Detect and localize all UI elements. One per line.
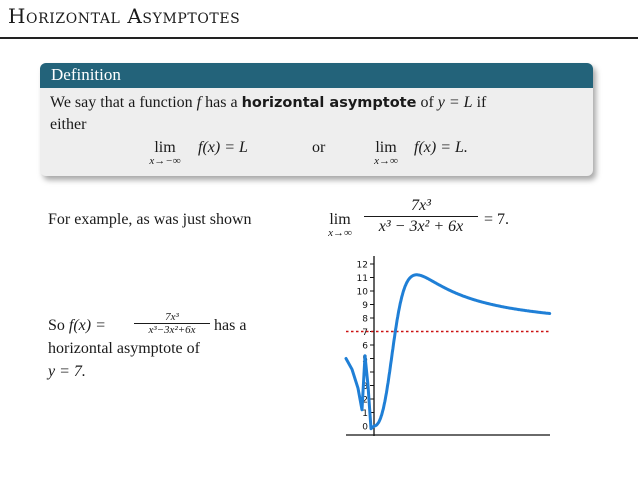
lim-sub-2: x→∞ bbox=[374, 155, 398, 167]
y-tick-label: 7 bbox=[362, 328, 368, 338]
so-fraction bbox=[134, 311, 210, 336]
example-denominator: x³ − 3x² + 6x bbox=[378, 218, 464, 236]
so-numerator: 7x³ bbox=[165, 311, 179, 323]
def-text-c: of bbox=[416, 94, 438, 111]
def-bold-term: horizontal asymptote bbox=[241, 95, 417, 111]
so-denominator: x³−3x²+6x bbox=[148, 324, 196, 336]
function-curve bbox=[346, 275, 550, 429]
lim-expr-2: f(x) = L. bbox=[414, 139, 468, 156]
or-word: or bbox=[312, 139, 326, 156]
def-eq: y = L bbox=[437, 94, 473, 111]
so-line-1-right: has a bbox=[214, 317, 247, 334]
def-f: f bbox=[196, 94, 202, 111]
y-tick-label: 12 bbox=[356, 260, 368, 271]
example-lim-word: lim bbox=[329, 211, 351, 228]
y-tick-label: 3 bbox=[362, 382, 368, 392]
lim-word-1: lim bbox=[154, 139, 176, 156]
y-tick-label: 5 bbox=[362, 355, 368, 365]
y-tick-label: 10 bbox=[356, 287, 368, 298]
definition-box bbox=[40, 63, 593, 176]
y-tick-label: 11 bbox=[356, 274, 368, 284]
example-result: = 7. bbox=[484, 211, 510, 228]
asymptote-graph bbox=[338, 252, 558, 448]
y-axis-ticks bbox=[357, 261, 374, 433]
y-tick-label: 9 bbox=[362, 301, 368, 311]
so-fx: f(x) = bbox=[68, 317, 106, 334]
page-title: Horizontal Asymptotes bbox=[8, 4, 241, 28]
example-numerator: 7x³ bbox=[411, 197, 431, 214]
so-line-2: horizontal asymptote of bbox=[48, 340, 200, 357]
limit-neg-inf bbox=[140, 139, 190, 167]
so-word: So bbox=[48, 317, 69, 334]
definition-line-1 bbox=[50, 94, 486, 112]
so-line-1-left bbox=[48, 317, 106, 335]
definition-header-label: Definition bbox=[51, 65, 121, 84]
so-line-3: y = 7. bbox=[48, 363, 86, 380]
y-tick-label: 2 bbox=[362, 395, 368, 406]
y-tick-label: 0 bbox=[362, 422, 368, 433]
lim-sub-1: x→−∞ bbox=[149, 155, 181, 167]
example-limit bbox=[318, 211, 362, 239]
y-tick-label: 8 bbox=[362, 314, 368, 325]
definition-header bbox=[40, 63, 593, 88]
y-tick-label: 4 bbox=[362, 368, 368, 379]
def-text-b: has a bbox=[201, 94, 242, 111]
example-lim-sub: x→∞ bbox=[328, 227, 352, 239]
y-tick-label: 1 bbox=[362, 409, 368, 419]
def-text-d: if bbox=[472, 94, 487, 111]
limit-pos-inf bbox=[366, 139, 406, 167]
example-fraction-bar bbox=[364, 216, 478, 217]
def-text-a: We say that a function bbox=[50, 94, 197, 111]
title-underline bbox=[0, 37, 638, 39]
example-text: For example, as was just shown bbox=[48, 211, 252, 228]
lim-word-2: lim bbox=[375, 139, 397, 156]
example-fraction bbox=[364, 197, 478, 236]
lim-expr-1: f(x) = L bbox=[198, 139, 248, 156]
y-tick-label: 6 bbox=[362, 341, 368, 352]
definition-line-2: either bbox=[50, 116, 87, 133]
